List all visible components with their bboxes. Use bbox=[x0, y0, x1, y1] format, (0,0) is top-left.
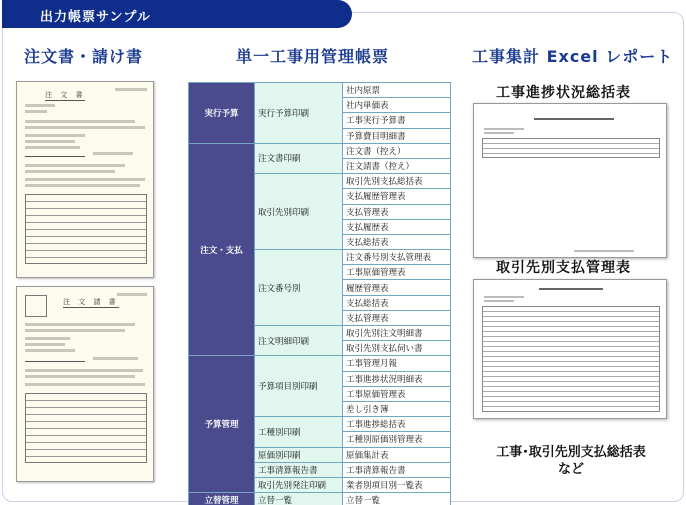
report-item-cell: 社内原票 bbox=[343, 83, 451, 98]
category-cell: 注文・支払 bbox=[189, 143, 255, 356]
category-cell: 立替管理 bbox=[189, 493, 255, 505]
acceptance-form-title: 注 文 請 書 bbox=[63, 298, 119, 306]
subcategory-cell: 工種別印刷 bbox=[255, 417, 343, 447]
report-item-cell: 注文書（控え） bbox=[343, 143, 451, 158]
report-item-cell: 支払履歴表 bbox=[343, 219, 451, 234]
right-column-title: 工事集計 Excel レポート bbox=[472, 47, 674, 66]
report-item-cell: 工種別原価別管理表 bbox=[343, 432, 451, 447]
subcategory-cell: 注文番号別 bbox=[255, 250, 343, 326]
subcategory-cell: 取引先別発注印刷 bbox=[255, 477, 343, 492]
report-item-cell: 工事清算報告書 bbox=[343, 462, 451, 477]
report-item-cell: 工事原価管理表 bbox=[343, 386, 451, 401]
report1-title: 工事進捗状況総括表 bbox=[496, 85, 631, 101]
supplier-payment-sheet-thumbnail bbox=[473, 279, 667, 419]
subcategory-cell: 立替一覧 bbox=[255, 493, 343, 505]
report-item-cell: 工事原価管理表 bbox=[343, 265, 451, 280]
category-cell: 実行予算 bbox=[189, 83, 255, 144]
report-item-cell: 支払総括表 bbox=[343, 295, 451, 310]
table-row bbox=[189, 493, 451, 505]
report-item-cell: 差し引き簿 bbox=[343, 401, 451, 416]
report-item-cell: 工事進捗総括表 bbox=[343, 417, 451, 432]
report-footer-note bbox=[474, 444, 668, 478]
table-row bbox=[189, 143, 451, 158]
subcategory-cell: 注文書印刷 bbox=[255, 143, 343, 173]
report-item-cell: 支払総括表 bbox=[343, 234, 451, 249]
order-form-thumbnail bbox=[16, 81, 154, 278]
report-item-cell: 工事管理月報 bbox=[343, 356, 451, 371]
report-item-cell: 原価集計表 bbox=[343, 447, 451, 462]
report-item-cell: 注文請書（控え） bbox=[343, 158, 451, 173]
report-footer-line1: 工事･取引先別支払総括表 bbox=[496, 445, 646, 460]
report-item-cell: 立替一覧 bbox=[343, 493, 451, 505]
report-item-cell: 注文番号別支払管理表 bbox=[343, 250, 451, 265]
report-item-cell: 工事実行予算書 bbox=[343, 113, 451, 128]
report-item-cell: 予算費目明細書 bbox=[343, 128, 451, 143]
subcategory-cell: 取引先別印刷 bbox=[255, 174, 343, 250]
report-item-cell: 支払管理表 bbox=[343, 310, 451, 325]
subcategory-cell: 実行予算印刷 bbox=[255, 83, 343, 144]
report-item-cell: 支払管理表 bbox=[343, 204, 451, 219]
report-item-cell: 社内単価表 bbox=[343, 98, 451, 113]
subcategory-cell: 工事清算報告書 bbox=[255, 462, 343, 477]
report-item-cell: 履歴管理表 bbox=[343, 280, 451, 295]
acceptance-form-thumbnail bbox=[16, 286, 154, 482]
report-item-cell: 工事進捗状況明細表 bbox=[343, 371, 451, 386]
table-row bbox=[189, 356, 451, 371]
report-item-cell: 取引先別注文明細書 bbox=[343, 326, 451, 341]
report-item-cell: 業者別項目別一覧表 bbox=[343, 477, 451, 492]
management-report-table bbox=[188, 82, 451, 505]
report-item-cell: 支払履歴管理表 bbox=[343, 189, 451, 204]
progress-summary-sheet-thumbnail bbox=[473, 103, 667, 258]
table-row bbox=[189, 83, 451, 98]
category-cell: 予算管理 bbox=[189, 356, 255, 493]
report-footer-line2: など bbox=[557, 462, 584, 477]
report-item-cell: 取引先別支払総括表 bbox=[343, 174, 451, 189]
middle-column-title: 単一工事用管理帳票 bbox=[236, 47, 390, 66]
report2-title: 取引先別支払管理表 bbox=[496, 260, 631, 276]
section-tab: 出力帳票サンプル bbox=[2, 0, 352, 28]
subcategory-cell: 注文明細印刷 bbox=[255, 326, 343, 356]
subcategory-cell: 原価別印刷 bbox=[255, 447, 343, 462]
report-item-cell: 取引先別支払伺い書 bbox=[343, 341, 451, 356]
order-form-title: 注 文 書 bbox=[45, 91, 86, 99]
subcategory-cell: 予算項目別印刷 bbox=[255, 356, 343, 417]
left-column-title: 注文書・請け書 bbox=[24, 47, 144, 66]
